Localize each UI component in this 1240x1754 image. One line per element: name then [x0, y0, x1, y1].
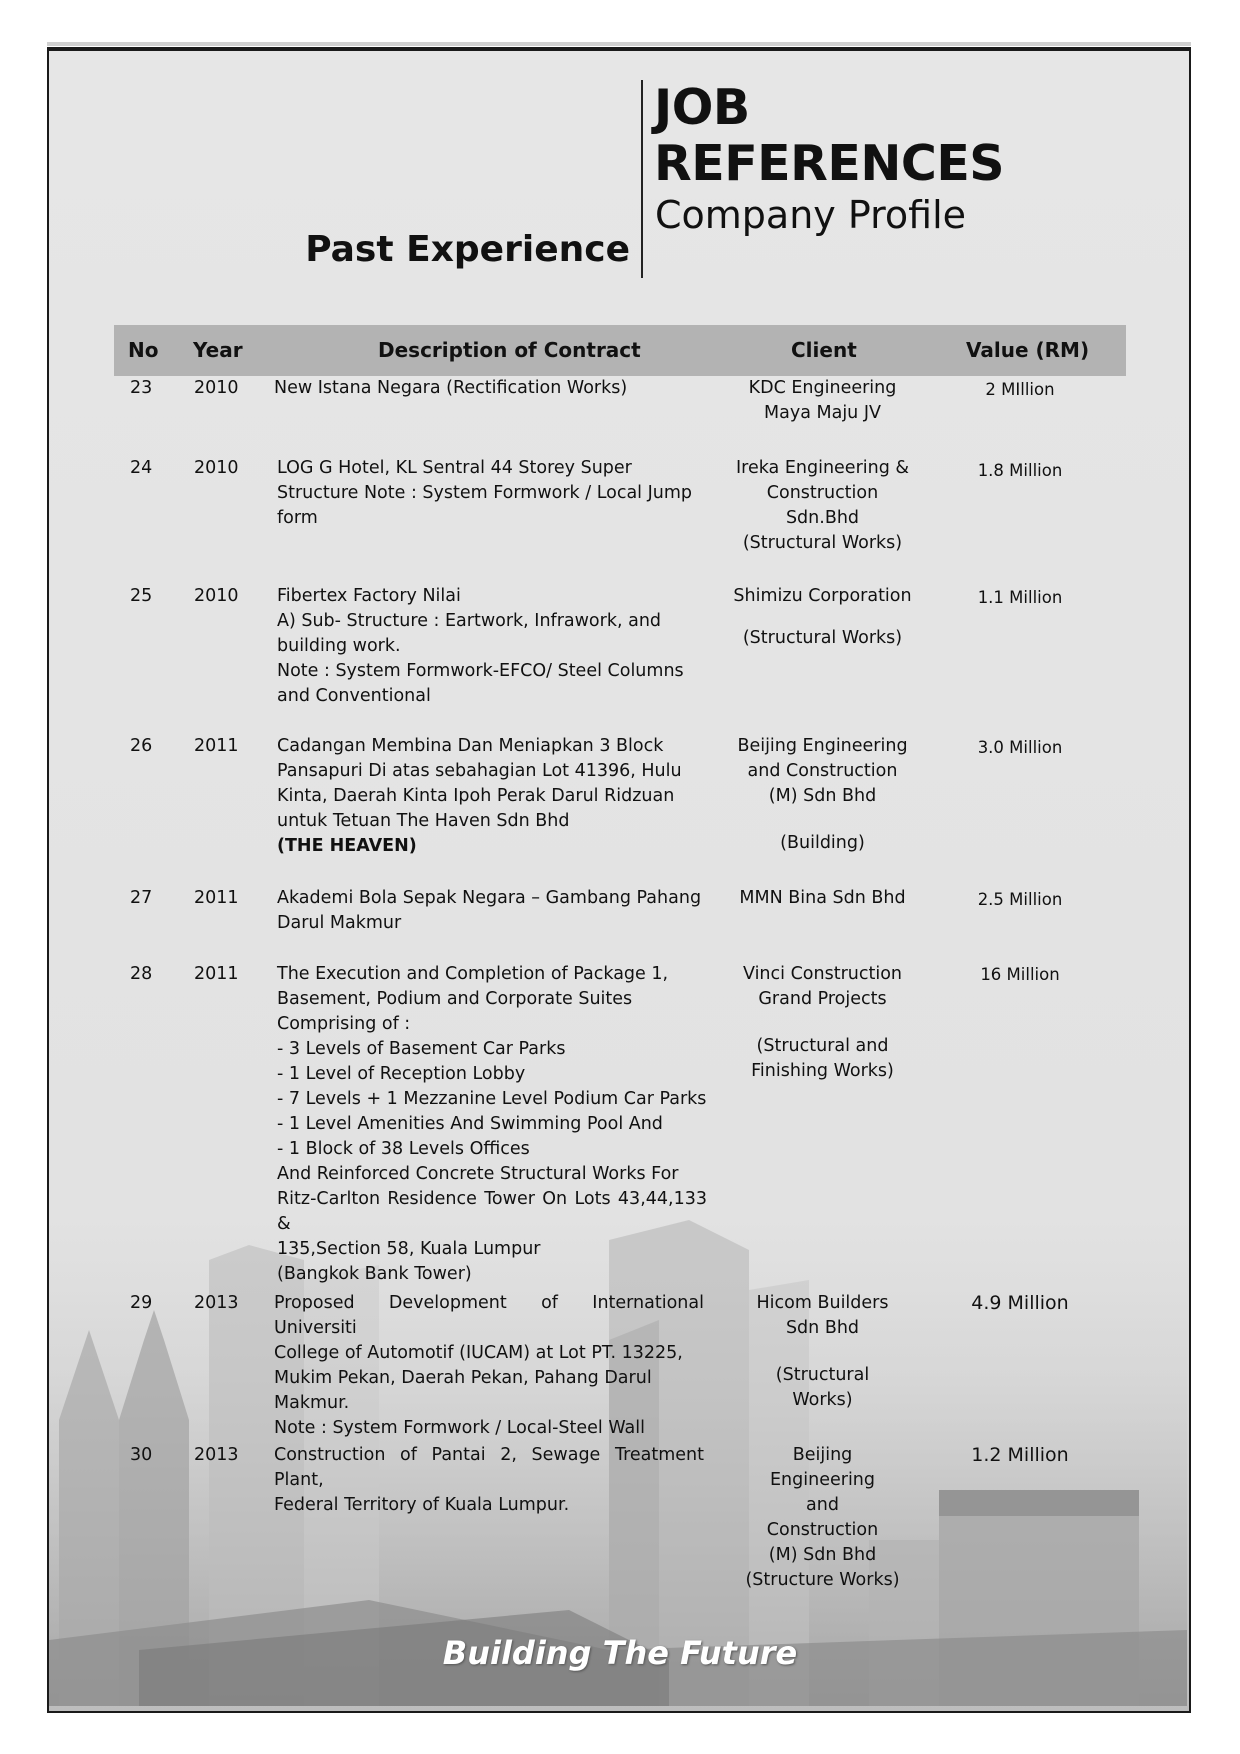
column-header-client: Client: [791, 338, 857, 362]
description-line: - 1 Block of 38 Levels Offices: [277, 1139, 530, 1159]
cell-year: 2013: [194, 1445, 239, 1465]
description-line: Makmur.: [274, 1393, 350, 1413]
cell-description: [277, 584, 707, 709]
cell-value: 4.9 Million: [971, 1292, 1069, 1314]
section-heading: Past Experience: [305, 229, 630, 270]
cell-description: [274, 376, 704, 401]
cell-value: 16 Million: [980, 965, 1060, 984]
table-header: [114, 325, 1126, 376]
cell-client: [720, 376, 925, 426]
cell-client: [720, 962, 925, 1084]
description-line: Federal Territory of Kuala Lumpur.: [274, 1495, 570, 1515]
description-line: Darul Makmur: [277, 913, 402, 933]
cell-no: 29: [130, 1293, 153, 1313]
page-title: [654, 80, 1004, 192]
description-line: form: [277, 508, 318, 528]
cell-value: 1.2 Million: [971, 1444, 1069, 1466]
client-line: [720, 809, 925, 831]
title-line-2: REFERENCES: [654, 135, 1005, 192]
client-line: Works): [792, 1390, 853, 1410]
client-line: Beijing: [792, 1445, 853, 1465]
cell-description: [277, 886, 707, 936]
column-header-value: Value (RM): [966, 338, 1090, 362]
cell-year: 2010: [194, 586, 239, 606]
client-line: and: [806, 1495, 839, 1515]
cell-no: 30: [130, 1445, 153, 1465]
cell-description: [274, 1443, 704, 1518]
client-line: Ireka Engineering &: [735, 458, 910, 478]
client-line: (Structural Works): [742, 533, 903, 553]
cell-value: 3.0 Million: [977, 738, 1063, 757]
client-line: (Structure Works): [745, 1570, 900, 1590]
client-line: Vinci Construction: [742, 964, 902, 984]
cell-year: 2011: [194, 736, 239, 756]
client-line: Finishing Works): [751, 1061, 894, 1081]
client-line: and Construction: [747, 761, 898, 781]
cell-description: [277, 962, 707, 1287]
client-line: [720, 1012, 925, 1034]
description-line: 135,Section 58, Kuala Lumpur: [277, 1239, 541, 1259]
client-line: Shimizu Corporation: [733, 586, 912, 606]
cell-year: 2011: [194, 964, 239, 984]
description-line: Cadangan Membina Dan Meniapkan 3 Block: [277, 736, 664, 756]
title-line-1: JOB: [654, 79, 750, 136]
client-line: [720, 609, 925, 626]
client-line: Construction: [766, 483, 879, 503]
client-line: (M) Sdn Bhd: [768, 786, 877, 806]
client-line: KDC Engineering: [748, 378, 897, 398]
description-line: Proposed Development of International Universiti: [274, 1293, 704, 1338]
description-line: Mukim Pekan, Daerah Pekan, Pahang Darul: [274, 1368, 652, 1388]
cell-client: [720, 1291, 925, 1413]
description-line: - 7 Levels + 1 Mezzanine Level Podium Car Parks: [277, 1089, 707, 1109]
client-line: Beijing Engineering: [737, 736, 908, 756]
cell-no: 28: [130, 964, 153, 984]
client-line: Engineering: [770, 1470, 875, 1490]
cell-no: 25: [130, 586, 153, 606]
description-line: Comprising of :: [277, 1014, 411, 1034]
client-line: (Structural Works): [742, 628, 903, 648]
description-line: Pansapuri Di atas sebahagian Lot 41396, Hulu: [277, 761, 682, 781]
client-line: Construction: [766, 1520, 879, 1540]
description-line: Construction of Pantai 2, Sewage Treatment Plant,: [274, 1445, 704, 1490]
description-line: A) Sub- Structure : Eartwork, Infrawork, and: [277, 611, 662, 631]
cell-year: 2013: [194, 1293, 239, 1313]
description-line: (Bangkok Bank Tower): [277, 1264, 472, 1284]
page-subtitle: Company Profile: [655, 193, 967, 237]
description-line: - 1 Level Amenities And Swimming Pool And: [277, 1114, 663, 1134]
cell-no: 27: [130, 888, 153, 908]
description-line: And Reinforced Concrete Structural Works For: [277, 1164, 679, 1184]
description-line: - 1 Level of Reception Lobby: [277, 1064, 526, 1084]
description-line: Note : System Formwork-EFCO/ Steel Columns: [277, 661, 684, 681]
cell-value: 2 MIllion: [985, 380, 1055, 399]
description-line: Ritz-Carlton Residence Tower On Lots 43,44,133 &: [277, 1189, 707, 1234]
client-line: Sdn Bhd: [785, 1318, 860, 1338]
client-line: MMN Bina Sdn Bhd: [739, 888, 906, 908]
cell-no: 24: [130, 458, 153, 478]
column-header-no: No: [128, 338, 159, 362]
cell-client: [720, 584, 925, 651]
cell-year: 2010: [194, 378, 239, 398]
cell-description: [274, 1291, 704, 1441]
description-line: - 3 Levels of Basement Car Parks: [277, 1039, 566, 1059]
cell-value: 1.1 Million: [977, 588, 1063, 607]
client-line: Hicom Builders: [756, 1293, 889, 1313]
client-line: Grand Projects: [758, 989, 887, 1009]
top-rule: [47, 42, 1191, 46]
cell-no: 23: [130, 378, 153, 398]
description-line: New Istana Negara (Rectification Works): [274, 378, 628, 398]
client-line: [720, 1341, 925, 1363]
description-line: Basement, Podium and Corporate Suites: [277, 989, 633, 1009]
description-line: untuk Tetuan The Haven Sdn Bhd: [277, 811, 570, 831]
cell-client: [720, 456, 925, 556]
client-line: (Structural and: [756, 1036, 889, 1056]
cell-client: [720, 734, 925, 856]
client-line: Maya Maju JV: [764, 403, 881, 423]
description-line: Note : System Formwork / Local-Steel Wall: [274, 1418, 645, 1438]
title-divider: [641, 80, 643, 278]
client-line: (M) Sdn Bhd: [768, 1545, 877, 1565]
cell-client: [720, 1443, 925, 1593]
cell-year: 2011: [194, 888, 239, 908]
description-line: Kinta, Daerah Kinta Ipoh Perak Darul Ridzuan: [277, 786, 675, 806]
client-line: (Building): [780, 833, 865, 853]
cell-no: 26: [130, 736, 153, 756]
column-header-year: Year: [193, 338, 243, 362]
description-line: (THE HEAVEN): [277, 836, 417, 856]
cell-description: [277, 456, 707, 531]
cell-value: 2.5 Million: [977, 890, 1063, 909]
client-line: (Structural: [775, 1365, 870, 1385]
cell-value: 1.8 Million: [977, 461, 1063, 480]
description-line: LOG G Hotel, KL Sentral 44 Storey Super: [277, 458, 632, 478]
footer-tagline: Building The Future: [442, 1634, 798, 1672]
column-header-description: Description of Contract: [378, 338, 641, 362]
client-line: Sdn.Bhd: [785, 508, 860, 528]
description-line: Structure Note : System Formwork / Local Jump: [277, 483, 693, 503]
description-line: The Execution and Completion of Package 1,: [277, 964, 669, 984]
description-line: building work.: [277, 636, 401, 656]
description-line: College of Automotif (IUCAM) at Lot PT. 13225,: [274, 1343, 683, 1363]
cell-year: 2010: [194, 458, 239, 478]
description-line: and Conventional: [277, 686, 431, 706]
description-line: Fibertex Factory Nilai: [277, 586, 461, 606]
cell-client: [720, 886, 925, 911]
description-line: Akademi Bola Sepak Negara – Gambang Pahang: [277, 888, 702, 908]
cell-description: [277, 734, 707, 859]
